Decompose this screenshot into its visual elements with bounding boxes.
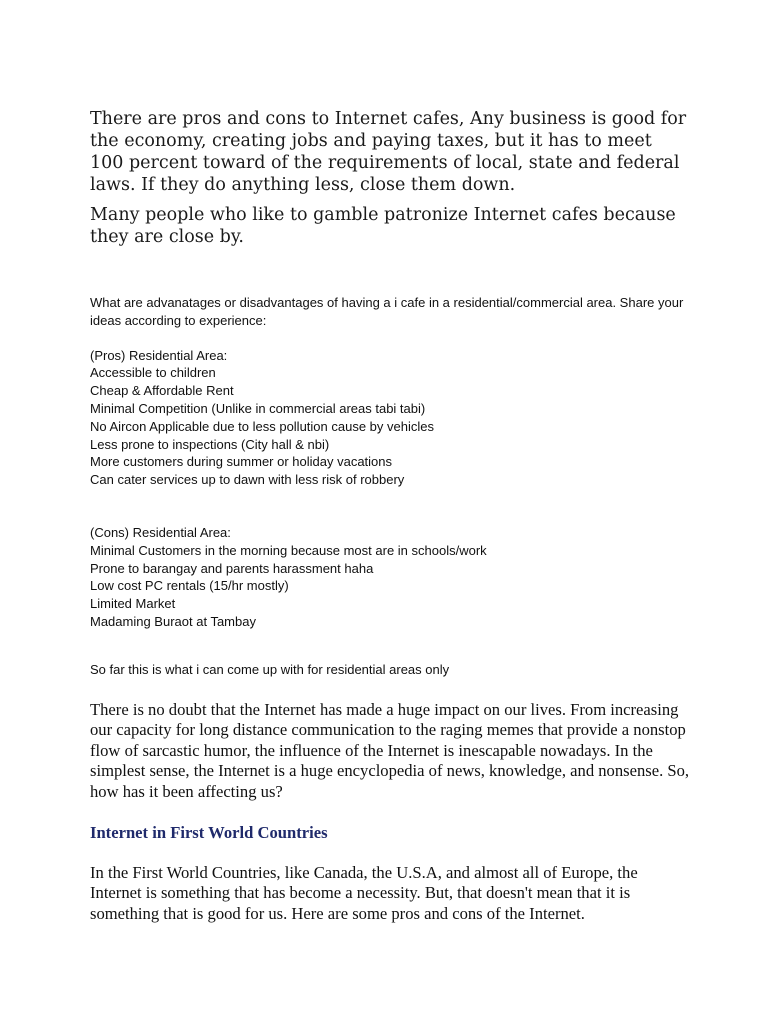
cons-title: (Cons) Residential Area: (90, 524, 231, 540)
cons-list (90, 524, 690, 631)
question-paragraph: What are advanatages or disadvantages of having a i cafe in a residential/commercial area. Share your ideas according to experience: (90, 295, 684, 328)
list-item: No Aircon Applicable due to less pollution cause by vehicles (90, 418, 434, 434)
list-item: Can cater services up to dawn with less risk of robbery (90, 472, 405, 488)
list-item: Less prone to inspections (City hall & nbi) (90, 436, 330, 452)
list-item: Prone to barangay and parents harassment haha (90, 560, 374, 576)
list-item: Minimal Customers in the morning because most are in schools/work (90, 542, 487, 558)
list-item: Minimal Competition (Unlike in commercial areas tabi tabi) (90, 400, 426, 416)
list-item: Limited Market (90, 596, 176, 612)
list-item: Cheap & Affordable Rent (90, 383, 234, 399)
gamble-paragraph: Many people who like to gamble patronize Internet cafes because they are close by. (90, 205, 676, 247)
list-item: Low cost PC rentals (15/hr mostly) (90, 578, 289, 594)
list-item: Madaming Buraot at Tambay (90, 613, 256, 629)
pros-title: (Pros) Residential Area: (90, 347, 228, 363)
pros-list (90, 347, 690, 489)
intro-paragraph: There are pros and cons to Internet cafes, Any business is good for the economy, creating jobs and paying taxes, but it has to meet 100 percent toward of the requirements of local, state and federal laws. If they do anything less, close them down. (90, 109, 687, 195)
section-heading: Internet in First World Countries (90, 822, 328, 842)
impact-paragraph: There is no doubt that the Internet has made a huge impact on our lives. From increasing our capacity for long distance communication to the raging memes that provide a nonstop flow of sarcastic humor, the influence of the Internet is inescapable nowadays. In the simplest sense, the Internet is a huge encyclopedia of news, knowledge, and nonsense. So, how has it been affecting us? (90, 699, 690, 801)
list-item: Accessible to children (90, 365, 216, 381)
document-page (90, 108, 690, 924)
first-world-paragraph: In the First World Countries, like Canada, the U.S.A, and almost all of Europe, the Internet is something that has become a necessity. But, that doesn't mean that it is something that is good for us. Here are some pros and cons of the Internet. (90, 862, 638, 923)
so-far-line: So far this is what i can come up with for residential areas only (90, 661, 450, 677)
list-item: More customers during summer or holiday vacations (90, 454, 393, 470)
